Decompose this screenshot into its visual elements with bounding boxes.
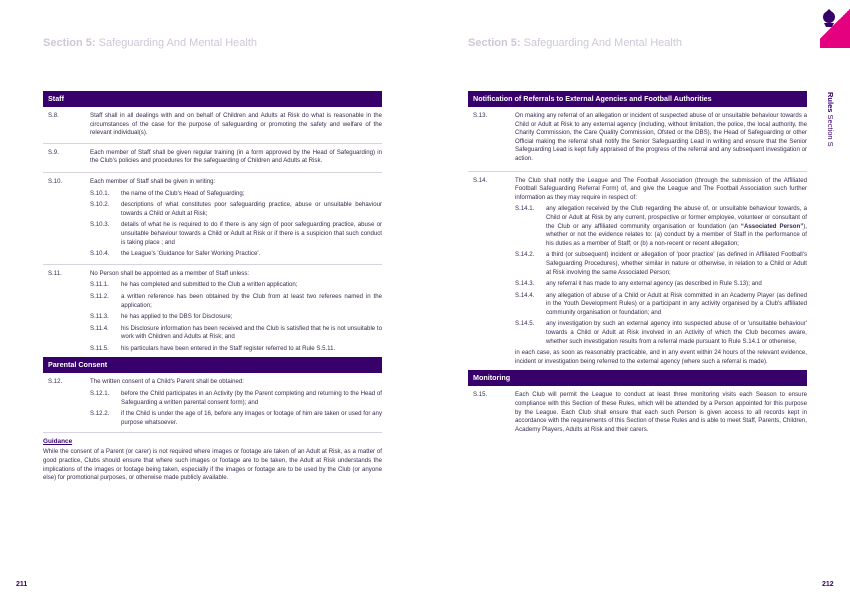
rule-s14-3: S.14.3. any referral it has made to any external agency (as described in Rule S.13); and	[515, 280, 762, 288]
page-number-right: 212	[822, 581, 834, 588]
rule-s11: S.11. No Person shall be appointed as a member of Staff unless:	[48, 269, 250, 277]
page-number-left: 211	[16, 581, 28, 588]
side-tab: Rules Section S	[826, 92, 835, 147]
rule-s14: S.14. The Club shall notify the League and The Football Association (through the submission of the Affiliated Football Safeguarding Referral Form) of, and give the League and The Football Association such further information as they may require in respect of:	[473, 176, 807, 201]
right-section-heading: Section 5: Safeguarding And Mental Health	[468, 37, 683, 49]
rule-s11-1: S.11.1. he has completed and submitted to the Club a written application;	[90, 281, 298, 289]
rule-s15: S.15. Each Club will permit the League to conduct at least three monitoring visits each Season to ensure compliance with this Section of these Rules, which will be attended by a Person appointed for this purpose by the League. Each Club shall ensure that each such Person is given access to all records kept in accordance with the requirements of this Section of these Rules and is able to meet Staff, Parents, Children, Academy Players, Adults at Risk and their carers.	[473, 391, 807, 433]
divider	[43, 432, 382, 433]
rule-s11-2: S.11.2. a written reference has been obtained by the Club from at least two referees named in the application;	[90, 292, 382, 309]
right-page	[468, 91, 807, 434]
parental-consent-header: Parental Consent	[43, 357, 382, 373]
rule-s14-closing: in each case, as soon as reasonably practicable, and in any event within 24 hours of the relevant evidence, incident or investigation being referred to the external agency (where such a referral is made).	[515, 349, 807, 365]
rule-s14-4: S.14.4. any allegation of abuse of a Child or Adult at Risk committed in an Academy Player (as defined in the Youth Development Rules) or a participant in any activity organised by a Club's affiliated community organisation or foundation; and	[515, 291, 807, 316]
referrals-header: Notification of Referrals to External Agencies and Football Authorities	[468, 91, 807, 107]
rule-s10-1: S.10.1. the name of the Club's Head of Safeguarding;	[90, 189, 245, 197]
rule-s12-1: S.12.1. before the Child participates in an Activity (by the Parent completing and returning to the Head of Safeguarding a written parental consent form); and	[90, 390, 382, 406]
rule-s11-4: S.11.4. his Disclosure information has been received and the Club is satisfied that he is not unsuitable to work with Children and Adults at Risk; and	[90, 324, 382, 341]
guidance-title: Guidance	[43, 438, 73, 446]
divider	[468, 171, 807, 172]
divider	[43, 264, 382, 265]
divider	[43, 172, 382, 173]
divider	[43, 143, 382, 144]
rule-s8: S.8. Staff shall in all dealings with and on behalf of Children and Adults at Risk do what is reasonable in the circumstances of the case for the purpose of safeguarding or promoting the safety and welfare of the relevant individual(s).	[48, 112, 382, 137]
rule-s14-2: S.14.2. a third (or subsequent) incident or allegation of 'poor practice' (as defined in Affiliated Football's Safeguarding Procedures), whether similar in nature or otherwise, in relation to a Child or Adult at Risk involving the same Associated Person;	[515, 251, 807, 276]
rule-s10: S.10. Each member of Staff shall be given in writing:	[48, 177, 216, 185]
lion-crest-icon	[818, 8, 840, 28]
rule-s11-3: S.11.3. he has applied to the DBS for Disclosure;	[90, 313, 233, 321]
rule-s10-3: S.10.3. details of what he is required to do if there is any sign of poor safeguarding practice, abuse or unsuitable behaviour towards a Child or Adult at Risk or if there is a suspicion that such conduct is taking place ; and	[90, 221, 382, 246]
rule-s10-4: S.10.4. the League's 'Guidance for Safer Working Practice'.	[90, 250, 261, 258]
rule-s14-5: S.14.5. any investigation by such an external agency into suspected abuse of or 'unsuitable behaviour' towards a Child or Adult at Risk involved in an Activity of which the Club becomes aware, whether such investigation results from a referral made pursuant to Rule S.14.1 or otherwise,	[515, 320, 807, 345]
staff-header: Staff	[43, 91, 382, 107]
left-section-heading: Section 5: Safeguarding And Mental Health	[43, 37, 258, 49]
rule-s11-5: S.11.5. his particulars have been entered in the Staff register referred to at Rule S.5.11.	[90, 344, 336, 352]
guidance-text: While the consent of a Parent (or carer) is not required where images or footage are taken of an Adult at Risk, as a matter of good practice, Clubs should ensure that where such images or footage are to be taken, the Adult at Risk understands the implications of the images or footage being taken, especially if the images or footage are to be used by the Club (or anyone else) for promotional purposes, or otherwise made publicly available.	[43, 448, 382, 482]
rule-s14-1: S.14.1. any allegation received by the Club regarding the abuse of, or unsuitable behaviour towards, a Child or Adult at Risk by any current, prospective or former employee, volunteer or consultant of the Club or any affiliated community organisation or foundation (an “Associated Person”), whether or not the evidence relates to: (a) conduct by a member of Staff in the performance of his duties as a member of Staff; or (b) a non-recent or recent allegation;	[515, 205, 807, 247]
monitoring-header: Monitoring	[468, 370, 807, 386]
rule-s12-2: S.12.2. if the Child is under the age of 16, before any images or footage of him are taken or used for any purpose whatsoever.	[90, 410, 382, 426]
rule-s13: S.13. On making any referral of an allegation or incident of suspected abuse of or unsuitable behaviour towards a Child or Adult at Risk to any external agency (including, without limitation, the police, the local authority, the Charity Commission, the Care Quality Commission, Ofsted or the DBS), the Head of Safeguarding or other Official making the referral shall notify the Senior Safeguarding Lead in writing and ensure that the Senior Safeguarding Lead is kept fully appraised of the progress of the referral and any subsequent investigation or action.	[473, 112, 807, 162]
rule-s12: S.12. The written consent of a Child's Parent shall be obtained:	[48, 378, 244, 386]
left-page	[43, 91, 382, 483]
rule-s9: S.9. Each member of Staff shall be given regular training (in a form approved by the Head of Safeguarding) in the Club's policies and procedures for the safeguarding of Children and Adults at Risk.	[48, 148, 382, 165]
rule-s10-2: S.10.2. descriptions of what constitutes poor safeguarding practice, abuse or unsuitable behaviour towards a Child or Adult at Risk;	[90, 201, 382, 217]
